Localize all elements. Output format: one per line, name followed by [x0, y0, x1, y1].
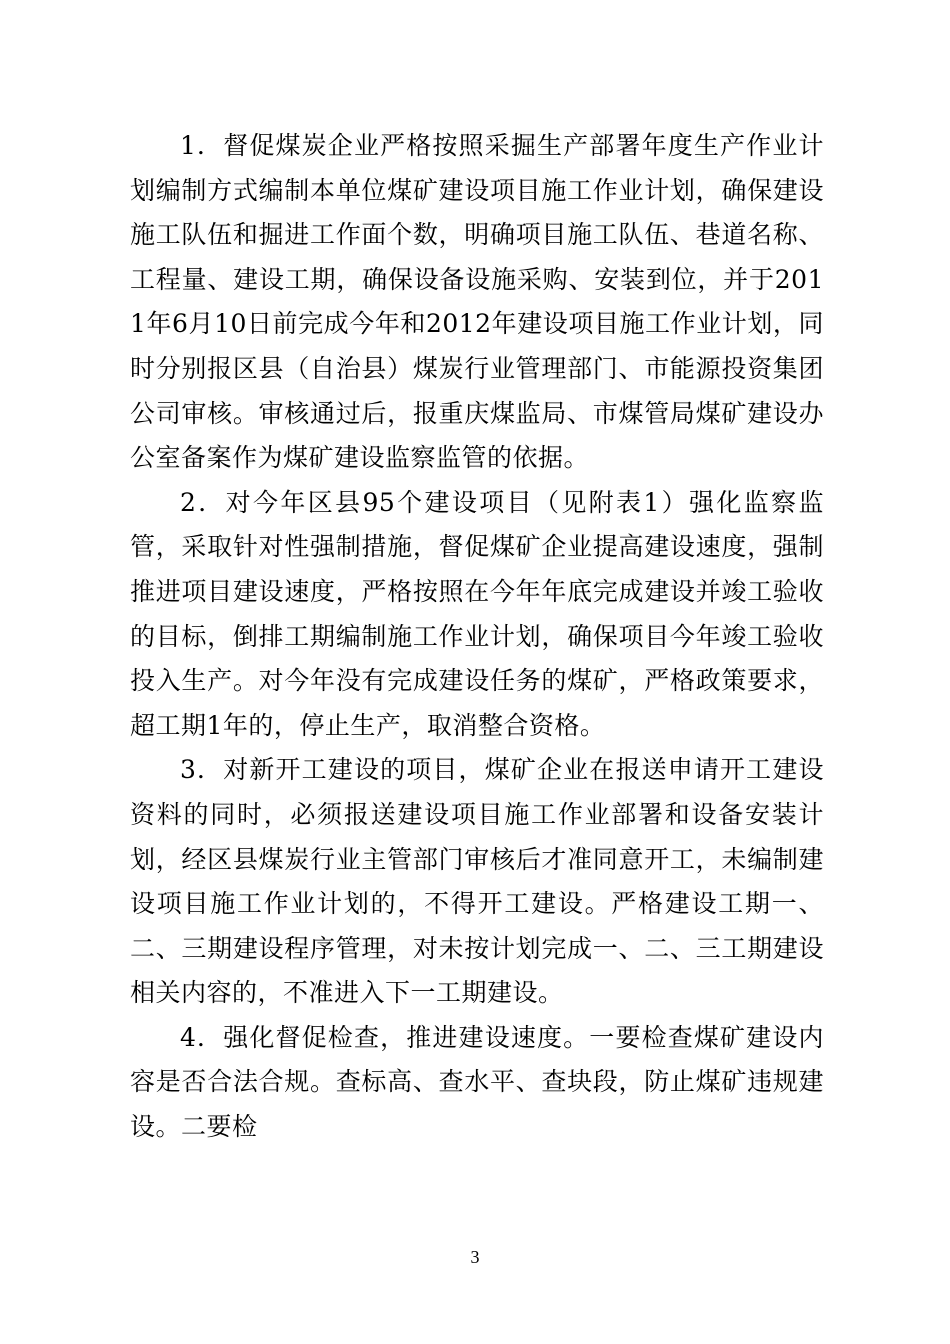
paragraph-2: 2．对今年区县95个建设项目（见附表1）强化监察监管，采取针对性强制措施，督促煤矿企业提高建设速度，强制推进项目建设速度，严格按照在今年年底完成建设并竣工验收的目标，倒排工期编制施工作业计划，确保项目今年竣工验收投入生产。对今年没有完成建设任务的煤矿，严格政策要求，超工期1年的，停止生产，取消整合资格。 — [130, 487, 824, 740]
paragraph-4: 4．强化督促检查，推进建设速度。一要检查煤矿建设内容是否合法合规。查标高、查水平、查块段，防止煤矿违规建设。二要检 — [130, 1022, 824, 1142]
page-number: 3 — [470, 1247, 480, 1267]
paragraph-3: 3．对新开工建设的项目，煤矿企业在报送申请开工建设资料的同时，必须报送建设项目施工作业部署和设备安装计划，经区县煤炭行业主管部门审核后才准同意开工，未编制建设项目施工作业计划的，不得开工建设。严格建设工期一、二、三期建设程序管理，对未按计划完成一、二、三工期建设相关内容的，不准进入下一工期建设。 — [130, 755, 824, 1008]
document-body — [130, 124, 824, 1150]
paragraph-1: 1．督促煤炭企业严格按照采掘生产部署年度生产作业计划编制方式编制本单位煤矿建设项目施工作业计划，确保建设施工队伍和掘进工作面个数，明确项目施工队伍、巷道名称、工程量、建设工期，确保设备设施采购、安装到位，并于2011年6月10日前完成今年和2012年建设项目施工作业计划，同时分别报区县（自治县）煤炭行业管理部门、市能源投资集团公司审核。审核通过后，报重庆煤监局、市煤管局煤矿建设办公室备案作为煤矿建设监察监管的依据。 — [130, 131, 824, 473]
